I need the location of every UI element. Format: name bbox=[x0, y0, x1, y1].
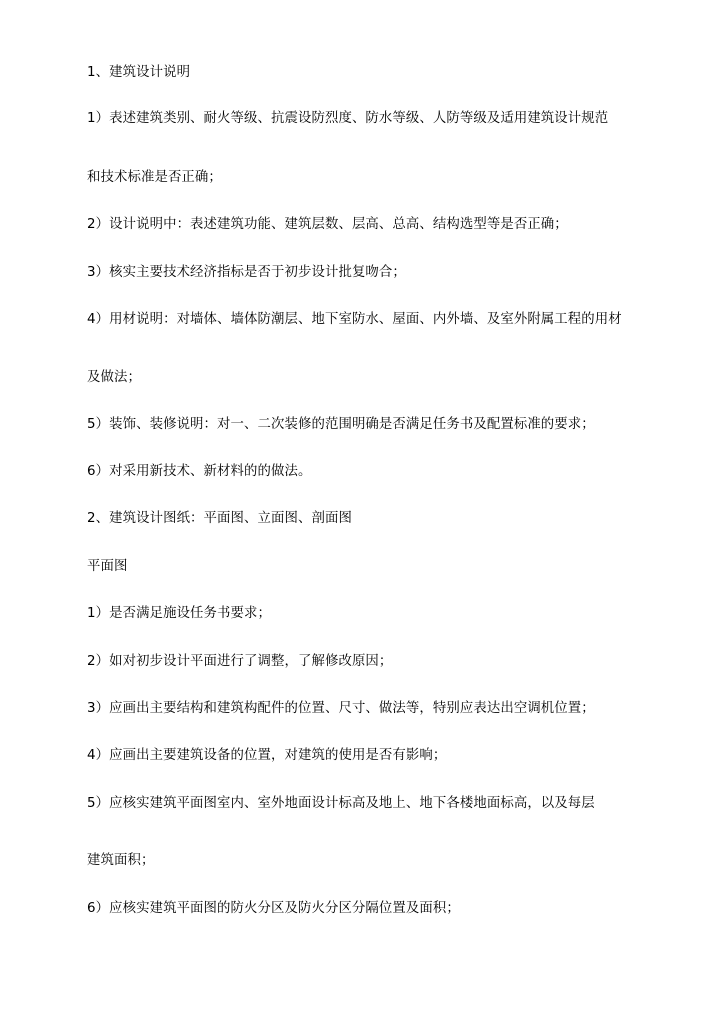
text-line: 2）设计说明中：表述建筑功能、建筑层数、层高、总高、结构选型等是否正确； bbox=[87, 217, 568, 232]
section-heading-architectural-drawings: 2、建筑设计图纸：平面图、立面图、剖面图 bbox=[87, 511, 352, 526]
text-line: 1）表述建筑类别、耐火等级、抗震设防烈度、防水等级、人防等级及适用建筑设计规范 bbox=[87, 111, 609, 126]
text-line: 2）如对初步设计平面进行了调整，了解修改原因； bbox=[87, 654, 393, 669]
text-line: 5）应核实建筑平面图室内、室外地面设计标高及地上、地下各楼地面标高，以及每层 bbox=[87, 796, 595, 811]
text-line: 建筑面积； bbox=[87, 853, 155, 868]
section-heading-architectural-notes: 1、建筑设计说明 bbox=[87, 65, 191, 80]
text-line: 6）应核实建筑平面图的防火分区及防火分区分隔位置及面积； bbox=[87, 901, 460, 916]
text-line: 4）用材说明：对墙体、墙体防潮层、地下室防水、屋面、内外墙、及室外附属工程的用材 bbox=[87, 312, 622, 327]
text-line: 4）应画出主要建筑设备的位置，对建筑的使用是否有影响； bbox=[87, 748, 447, 763]
text-line: 1）是否满足施设任务书要求； bbox=[87, 606, 271, 621]
text-line: 3）核实主要技术经济指标是否于初步设计批复吻合； bbox=[87, 265, 406, 280]
text-line: 和技术标准是否正确； bbox=[87, 170, 222, 185]
text-line: 5）装饰、装修说明：对一、二次装修的范围明确是否满足任务书及配置标准的要求； bbox=[87, 417, 595, 432]
text-line: 3）应画出主要结构和建筑构配件的位置、尺寸、做法等，特别应表达出空调机位置； bbox=[87, 701, 595, 716]
text-line: 6）对采用新技术、新材料的的做法。 bbox=[87, 464, 312, 479]
subheading-floor-plan: 平面图 bbox=[87, 559, 128, 574]
text-line: 及做法； bbox=[87, 370, 141, 385]
